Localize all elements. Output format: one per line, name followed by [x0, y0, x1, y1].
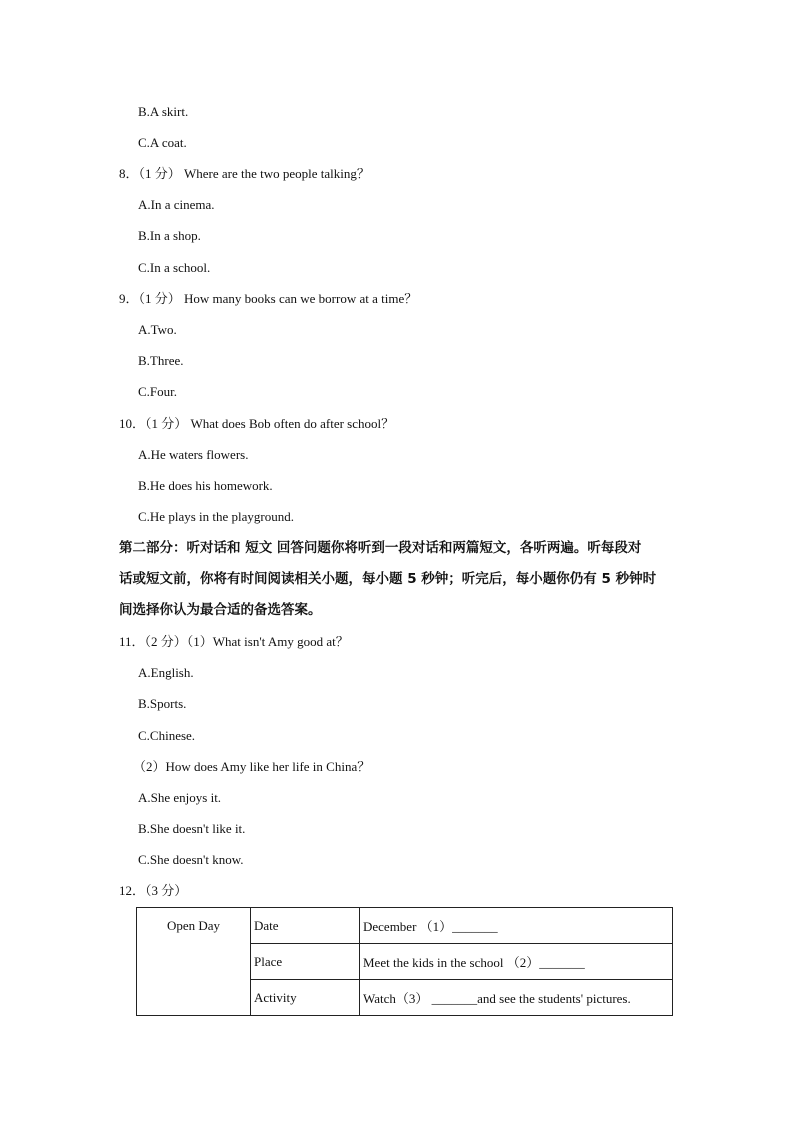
q9-stem: 9．（1 分） How many books can we borrow at a time？: [119, 291, 418, 306]
row-label: Date: [251, 908, 360, 944]
q9-option-a: A.Two.: [138, 322, 177, 337]
q11-1-option-b: B.Sports.: [138, 696, 187, 711]
q11-sub2-stem: （2）How does Amy like her life in China？: [133, 759, 371, 774]
section2-line-1: 第二部分：听对话和 短文 回答问题你将听到一段对话和两篇短文，各听两遍。听每段对: [119, 540, 642, 556]
row-value: Meet the kids in the school （2）_______: [360, 944, 673, 980]
row-value: Watch（3） _______and see the students' pictures.: [360, 980, 673, 1016]
q7-option-c: C.A coat.: [138, 135, 187, 150]
table-row: [137, 908, 673, 944]
section2-line-2: 话或短文前，你将有时间阅读相关小题，每小题 5 秒钟；听完后，每小题你仍有 5 秒钟时: [119, 571, 657, 587]
q11-2-option-a: A.She enjoys it.: [138, 790, 222, 805]
q8-option-a: A.In a cinema.: [138, 197, 215, 212]
q10-option-c: C.He plays in the playground.: [138, 509, 294, 524]
q11-1-option-c: C.Chinese.: [138, 728, 196, 743]
open-day-table: [136, 907, 673, 1016]
q9-option-b: B.Three.: [138, 353, 184, 368]
event-cell: Open Day: [137, 908, 251, 1016]
q10-option-a: A.He waters flowers.: [138, 447, 249, 462]
q11-2-option-c: C.She doesn't know.: [138, 852, 244, 867]
q11-2-option-b: B.She doesn't like it.: [138, 821, 246, 836]
q10-option-b: B.He does his homework.: [138, 478, 273, 493]
row-label: Place: [251, 944, 360, 980]
row-value: December （1）_______: [360, 908, 673, 944]
q9-option-c: C.Four.: [138, 384, 178, 399]
q7-option-b: B.A skirt.: [138, 104, 189, 119]
section2-line-3: 间选择你认为最合适的备选答案。: [119, 602, 322, 618]
q8-stem: 8．（1 分） Where are the two people talking？: [119, 166, 370, 181]
q10-stem: 10．（1 分） What does Bob often do after school？: [119, 416, 395, 431]
q12-stem: 12．（3 分）: [119, 883, 188, 898]
q8-option-b: B.In a shop.: [138, 228, 201, 243]
q11-1-option-a: A.English.: [138, 665, 194, 680]
row-label: Activity: [251, 980, 360, 1016]
q11-stem: 11．（2 分）（1）What isn't Amy good at？: [119, 634, 349, 649]
q8-option-c: C.In a school.: [138, 260, 211, 275]
